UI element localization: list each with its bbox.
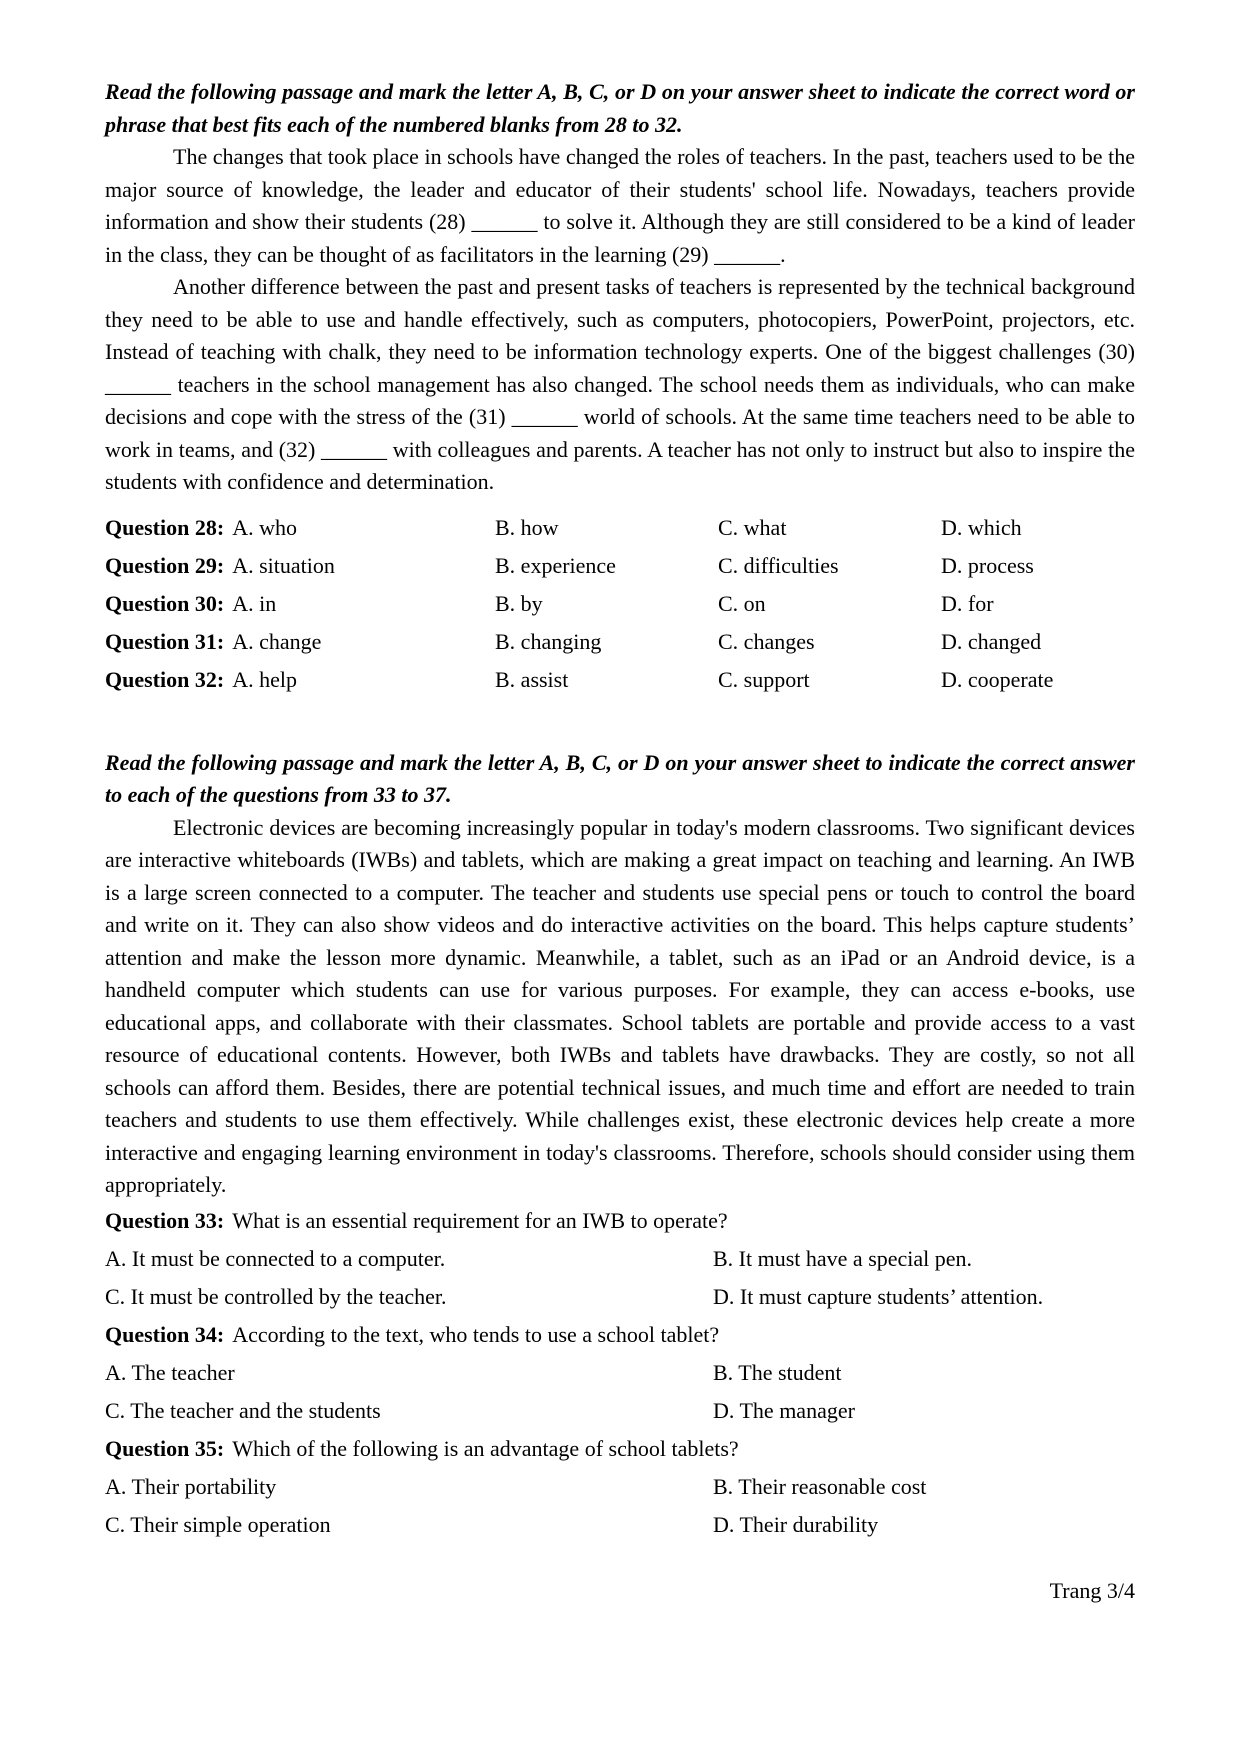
question-30-option-a xyxy=(105,585,495,623)
question-33-option-b: B. It must have a special pen. xyxy=(713,1245,973,1271)
question-30-option-a-text: A. in xyxy=(232,590,277,616)
question-35-text: Which of the following is an advantage of school tablets? xyxy=(232,1435,739,1461)
question-30-option-b: B. by xyxy=(495,590,543,616)
question-35-label: Question 35: xyxy=(105,1435,225,1461)
question-29-label: Question 29: xyxy=(105,552,225,578)
question-28-row xyxy=(105,509,1135,547)
question-28-option-b: B. how xyxy=(495,514,559,540)
question-29-option-b: B. experience xyxy=(495,552,616,578)
question-33-option-d: D. It must capture students’ attention. xyxy=(713,1283,1044,1309)
question-28-option-c: C. what xyxy=(718,514,787,540)
question-34-option-c: C. The teacher and the students xyxy=(105,1397,381,1423)
section2-instruction: Read the following passage and mark the letter A, B, C, or D on your answer sheet to indicate the correct answer to each of the questions from 33 to 37. xyxy=(105,749,1135,807)
question-29-row xyxy=(105,547,1135,585)
question-34-label: Question 34: xyxy=(105,1321,225,1347)
question-31-option-a-text: A. change xyxy=(232,628,322,654)
question-31-option-c: C. changes xyxy=(718,628,815,654)
question-29-option-c: C. difficulties xyxy=(718,552,839,578)
passage1-paragraph-2: Another difference between the past and present tasks of teachers is represented by the technical background they need to be able to use and handle effectively, such as computers, photocopiers, PowerPoint, projectors, etc. Instead of teaching with chalk, they need to be information technology experts. One of the biggest challenges (30) ______ teachers in the school management has also changed. The school needs them as individuals, who can make decisions and cope with the stress of the (31) ______ world of schools. At the same time teachers need to be able to work in teams, and (32) ______ with colleagues and parents. A teacher has not only to instruct but also to inspire the students with confidence and determination. xyxy=(105,274,1135,494)
question-35-options xyxy=(105,1468,1135,1544)
questions-28-32 xyxy=(105,509,1135,699)
question-33-option-a: A. It must be connected to a computer. xyxy=(105,1245,446,1271)
question-34-line xyxy=(105,1316,1135,1354)
section1-instruction: Read the following passage and mark the letter A, B, C, or D on your answer sheet to indicate the correct word or phrase that best fits each of the numbered blanks from 28 to 32. xyxy=(105,79,1135,137)
passage2-paragraph-1: Electronic devices are becoming increasingly popular in today's modern classrooms. Two significant devices are interactive whiteboards (IWBs) and tablets, which are making a great impact on teaching and learning. An IWB is a large screen connected to a computer. The teacher and students use special pens or touch to control the board and write on it. They can also show videos and do interactive activities on the board. This helps capture students’ attention and make the lesson more dynamic. Meanwhile, a tablet, such as an iPad or an Android device, is a handheld computer which students can use for various purposes. For example, they can access e-books, use educational apps, and collaborate with their classmates. School tablets are portable and provide access to a vast resource of educational contents. However, both IWBs and tablets have drawbacks. They are costly, so not all schools can afford them. Besides, there are potential technical issues, and much time and effort are needed to train teachers and students to use them effectively. While challenges exist, these electronic devices help create a more interactive and engaging learning environment in today's classrooms. Therefore, schools should consider using them appropriately. xyxy=(105,814,1135,1197)
question-33-label: Question 33: xyxy=(105,1207,225,1233)
question-33-text: What is an essential requirement for an IWB to operate? xyxy=(232,1207,728,1233)
question-30-label: Question 30: xyxy=(105,590,225,616)
question-34-option-b: B. The student xyxy=(713,1359,842,1385)
question-31-row xyxy=(105,623,1135,661)
question-33-line xyxy=(105,1202,1135,1240)
question-35-option-c: C. Their simple operation xyxy=(105,1511,331,1537)
question-32-option-a xyxy=(105,661,495,699)
question-31-option-b: B. changing xyxy=(495,628,602,654)
question-28-option-d: D. which xyxy=(941,514,1022,540)
question-28-option-a xyxy=(105,509,495,547)
question-31-option-d: D. changed xyxy=(941,628,1042,654)
question-30-row xyxy=(105,585,1135,623)
question-35-line xyxy=(105,1430,1135,1468)
question-35-option-d: D. Their durability xyxy=(713,1511,879,1537)
passage1-paragraph-1: The changes that took place in schools have changed the roles of teachers. In the past, teachers used to be the major source of knowledge, the leader and educator of their students' school life. Nowadays, teachers provide information and show their students (28) ______ to solve it. Although they are still considered to be a kind of leader in the class, they can be thought of as facilitators in the learning (29) ______. xyxy=(105,144,1135,267)
question-34-option-d: D. The manager xyxy=(713,1397,855,1423)
question-30-option-d: D. for xyxy=(941,590,994,616)
question-31-option-a xyxy=(105,623,495,661)
question-32-option-b: B. assist xyxy=(495,666,569,692)
question-29-option-a-text: A. situation xyxy=(232,552,335,578)
question-32-option-c: C. support xyxy=(718,666,810,692)
question-28-label: Question 28: xyxy=(105,514,225,540)
question-32-option-a-text: A. help xyxy=(232,666,297,692)
question-34-text: According to the text, who tends to use a school tablet? xyxy=(232,1321,720,1347)
question-35-option-b: B. Their reasonable cost xyxy=(713,1473,927,1499)
question-32-option-d: D. cooperate xyxy=(941,666,1054,692)
question-29-option-d: D. process xyxy=(941,552,1034,578)
page-number: Trang 3/4 xyxy=(1049,1577,1135,1603)
question-31-label: Question 31: xyxy=(105,628,225,654)
question-30-option-c: C. on xyxy=(718,590,766,616)
question-29-option-a xyxy=(105,547,495,585)
question-33-option-c: C. It must be controlled by the teacher. xyxy=(105,1283,447,1309)
question-35-option-a: A. Their portability xyxy=(105,1473,277,1499)
question-34-options xyxy=(105,1354,1135,1430)
question-28-option-a-text: A. who xyxy=(232,514,297,540)
question-33-options xyxy=(105,1240,1135,1316)
question-32-label: Question 32: xyxy=(105,666,225,692)
question-32-row xyxy=(105,661,1135,699)
question-34-option-a: A. The teacher xyxy=(105,1359,235,1385)
